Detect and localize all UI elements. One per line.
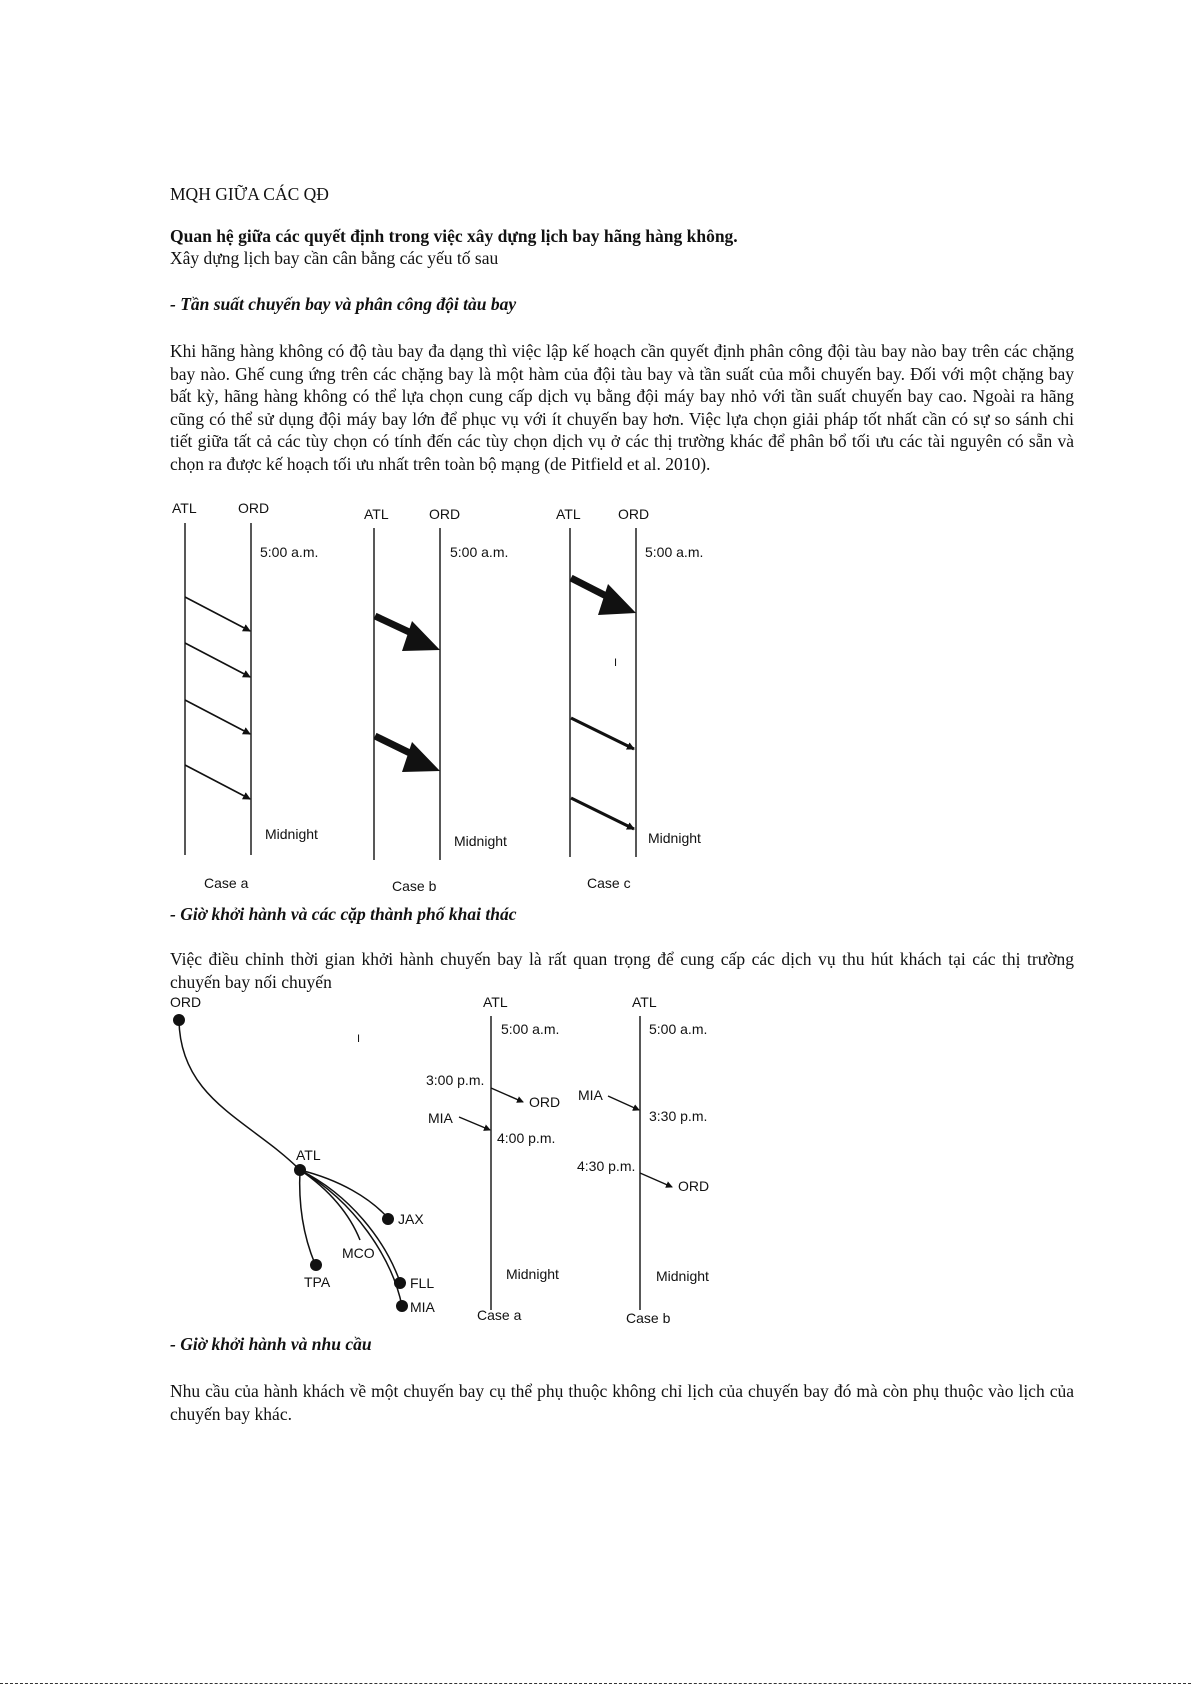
paragraph-departure-pairs: Việc điều chỉnh thời gian khởi hành chuyến bay là rất quan trọng để cung cấp các dịch vụ thu hút khách tại các thị trường chuyến bay nối chuyến [170, 949, 1074, 992]
paragraph-frequency: Khi hãng hàng không có độ tàu bay đa dạng thì việc lập kế hoạch cần quyết định phân công đội tàu bay nào bay trên các chặng bay nào. Ghế cung ứng trên các chặng bay là một hàm của đội tàu bay và tần suất của mỗi chuyến bay. Đối với một chặng bay bất kỳ, hãng hàng không có thể lựa chọn cung cấp dịch vụ bằng đội máy bay nhỏ với tần suất chuyến bay cao. Ngoài ra hãng cũng có thể sử dụng đội máy bay lớn để phục vụ với ít chuyến bay hơn. Việc lựa chọn giải pháp tốt nhất cần có sự so sánh chi tiết giữa tất cả các tùy chọn có tính đến các tùy chọn dịch vụ ở các thị trường khác để phân bổ tối ưu các tài nguyên có sẵn và chọn ra được kế hoạch tối ưu nhất trên toàn bộ mạng (de Pitfield et al. 2010). [170, 341, 1074, 474]
case-a-diagram [172, 500, 318, 891]
connection-case-b-start: 5:00 a.m. [649, 1021, 708, 1037]
connection-case-a-end: Midnight [506, 1266, 559, 1282]
connection-case-a-station: ATL [483, 994, 508, 1010]
connection-case-b-label: Case b [626, 1310, 671, 1326]
document-header: MQH GIỮA CÁC QĐ [170, 184, 329, 204]
network-spoke-node [382, 1213, 394, 1225]
case-c-flight-arrowhead [598, 584, 636, 615]
network-spoke-label: TPA [304, 1274, 331, 1290]
case-a-start-time: 5:00 a.m. [260, 544, 319, 560]
case-c-start-time: 5:00 a.m. [645, 544, 704, 560]
case-a-flight-arrow [185, 700, 250, 734]
case-a-flight-arrow [185, 597, 250, 631]
case-b-label: Case b [392, 878, 437, 894]
case-b-origin-label: ATL [364, 506, 389, 522]
case-c-origin-label: ATL [556, 506, 581, 522]
connection-case-a-arr-time: 4:00 p.m. [497, 1130, 556, 1146]
case-a-flight-arrow [185, 643, 250, 677]
connection-case-b-arr-time: 3:30 p.m. [649, 1108, 708, 1124]
case-a-dest-label: ORD [238, 500, 270, 516]
figure-frequency-cases [0, 495, 760, 905]
network-route-line [300, 1170, 360, 1240]
connection-case-a-label: Case a [477, 1307, 522, 1323]
connection-case-a [426, 994, 560, 1323]
section-heading-departure-pairs: - Giờ khởi hành và các cặp thành phố khai thác [170, 904, 517, 924]
network-hub-label: ATL [296, 1147, 321, 1163]
case-a-end-time: Midnight [265, 826, 318, 842]
case-b-dest-label: ORD [429, 506, 461, 522]
case-b-diagram [364, 506, 508, 894]
document-title: Quan hệ giữa các quyết định trong việc xây dựng lịch bay hãng hàng không. [170, 226, 738, 246]
cursor-icon: I [614, 657, 618, 669]
connection-case-b-arrival-arrow [608, 1096, 639, 1110]
case-c-dest-label: ORD [618, 506, 650, 522]
connection-case-b-end: Midnight [656, 1268, 709, 1284]
network-spoke-label: FLL [410, 1275, 435, 1291]
connection-case-a-arrival-arrow [459, 1117, 490, 1130]
case-b-flight-arrowhead [402, 742, 440, 772]
case-b-end-time: Midnight [454, 833, 507, 849]
connection-case-b-dep-city: ORD [678, 1178, 710, 1194]
network-spoke-node [310, 1259, 322, 1271]
connection-case-b-arr-city: MIA [578, 1087, 603, 1103]
network-spoke-label: MCO [342, 1245, 375, 1261]
connection-case-b-dep-time: 4:30 p.m. [577, 1158, 636, 1174]
document-subtitle: Xây dựng lịch bay cần cân bằng các yếu tố sau [170, 248, 499, 268]
connection-case-b-departure-arrow [640, 1173, 672, 1187]
case-a-flight-arrow [185, 765, 250, 799]
case-c-end-time: Midnight [648, 830, 701, 846]
hub-network-map [170, 994, 436, 1315]
connection-case-a-start: 5:00 a.m. [501, 1021, 560, 1037]
section-heading-demand: - Giờ khởi hành và nhu cầu [170, 1334, 372, 1354]
paragraph-demand: Nhu cầu của hành khách về một chuyến bay cụ thể phụ thuộc không chỉ lịch của chuyến bay đó mà còn phụ thuộc vào lịch của chuyến bay khác. [170, 1381, 1074, 1424]
network-spoke-label: MIA [410, 1299, 435, 1315]
connection-case-a-arr-city: MIA [428, 1110, 453, 1126]
section-heading-frequency: - Tần suất chuyến bay và phân công đội tàu bay [170, 294, 517, 314]
network-route-line [300, 1170, 315, 1264]
case-a-label: Case a [204, 875, 249, 891]
case-c-label: Case c [587, 875, 631, 891]
connection-case-a-dep-city: ORD [529, 1094, 561, 1110]
case-b-start-time: 5:00 a.m. [450, 544, 509, 560]
connection-case-a-departure-arrow [491, 1088, 523, 1102]
network-spoke-label: JAX [398, 1211, 424, 1227]
connection-case-a-dep-time: 3:00 p.m. [426, 1072, 485, 1088]
case-c-flight-arrow [571, 798, 634, 829]
case-a-origin-label: ATL [172, 500, 197, 516]
cursor-icon: I [357, 1033, 361, 1045]
case-c-flight-arrow [571, 718, 634, 749]
connection-case-b [577, 994, 709, 1326]
page-bottom-divider [0, 1683, 1191, 1684]
connection-case-b-station: ATL [632, 994, 657, 1010]
network-spoke-node [396, 1300, 408, 1312]
figure-connection-cases [0, 990, 760, 1335]
network-route-line [179, 1020, 300, 1170]
network-origin-label: ORD [170, 994, 202, 1010]
case-b-flight-arrowhead [402, 621, 440, 651]
case-c-diagram [556, 506, 703, 891]
